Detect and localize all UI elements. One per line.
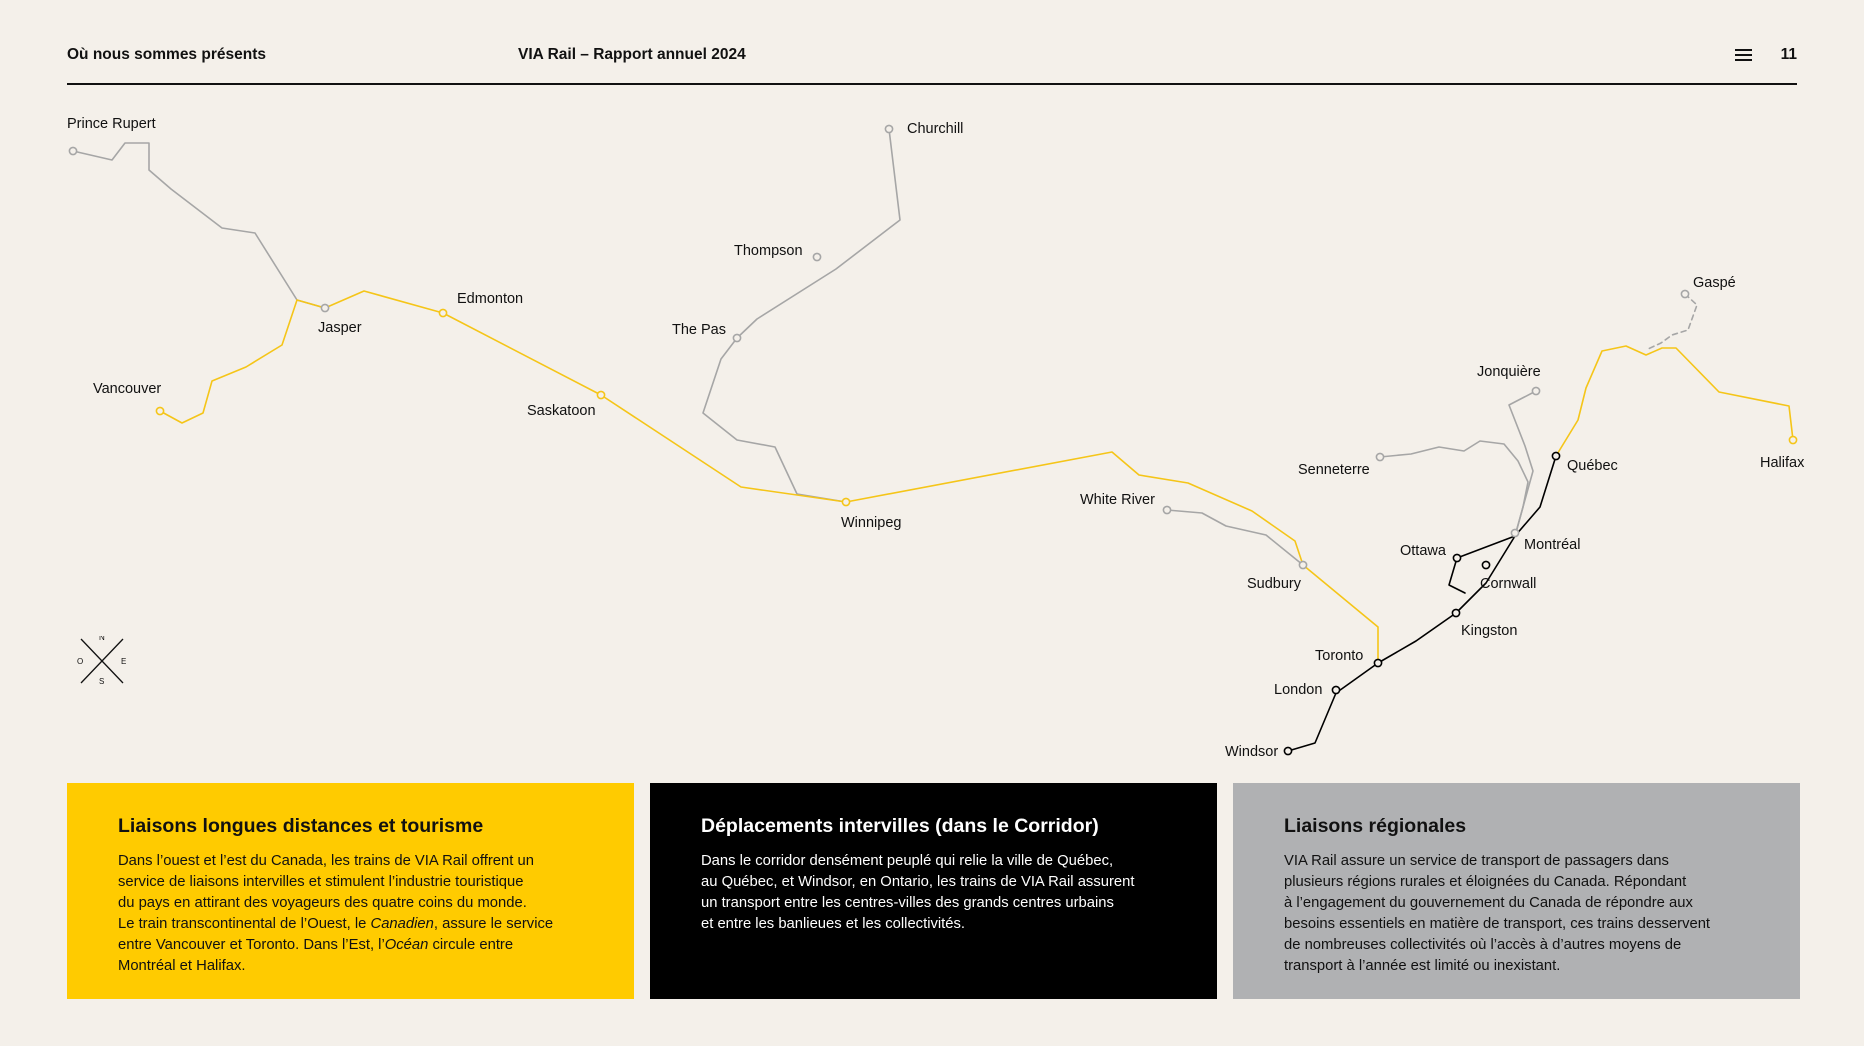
station-dot-edmonton[interactable] <box>439 309 446 316</box>
station-dot-jonquiere[interactable] <box>1532 387 1539 394</box>
long-distance-title: Liaisons longues distances et tourisme <box>118 815 484 837</box>
regional-text: VIA Rail assure un service de transport de passagers dans plusieurs régions rurales et éloignées du Canada. Répondant à l’engagement du gouvernement du Canada de répondre aux besoins essentiels en matière de transport, ces trains desservent de nombreuses collectivités où l’accès à d’autres moyens de transport à l’année est limité ou inexistant. <box>1284 853 1711 974</box>
corridor-box <box>650 783 1217 999</box>
station-dot-gaspe[interactable] <box>1681 290 1688 297</box>
station-dot-winnipeg[interactable] <box>842 498 849 505</box>
label-saskatoon: Saskatoon <box>527 403 596 419</box>
city-labels <box>67 116 1805 760</box>
label-toronto: Toronto <box>1315 648 1364 664</box>
compass-north: N <box>99 636 105 642</box>
regional-routes <box>73 129 1697 565</box>
station-dot-jasper[interactable] <box>321 304 328 311</box>
station-dot-halifax[interactable] <box>1789 436 1796 443</box>
station-dot-windsor[interactable] <box>1284 747 1291 754</box>
compass-south: S <box>99 677 105 686</box>
route-sudbury-white-river <box>1167 510 1303 565</box>
route-ottawa-kingston <box>1449 558 1465 593</box>
station-dot-churchill[interactable] <box>885 125 892 132</box>
route-windsor-quebec <box>1288 456 1556 751</box>
label-sudbury: Sudbury <box>1247 576 1302 592</box>
train-name-canadien: Canadien <box>370 916 434 932</box>
station-dot-london[interactable] <box>1332 686 1339 693</box>
route-canadien <box>160 291 1378 663</box>
label-montreal: Montréal <box>1524 537 1581 553</box>
label-ottawa: Ottawa <box>1400 543 1446 559</box>
label-cornwall: Cornwall <box>1480 576 1537 592</box>
train-name-ocean: Océan <box>384 937 429 953</box>
station-dot-prince-rupert[interactable] <box>69 147 76 154</box>
long-distance-routes <box>160 291 1793 663</box>
label-kingston: Kingston <box>1461 623 1518 639</box>
station-dot-ottawa[interactable] <box>1453 554 1460 561</box>
label-gaspe: Gaspé <box>1693 275 1736 291</box>
label-the-pas: The Pas <box>672 322 726 338</box>
station-dot-the-pas[interactable] <box>733 334 740 341</box>
station-dot-saskatoon[interactable] <box>597 391 604 398</box>
compass-west: O <box>77 657 84 666</box>
stations <box>69 125 1796 754</box>
long-distance-box <box>67 783 634 999</box>
corridor-title: Déplacements intervilles (dans le Corridor) <box>701 815 1099 837</box>
compass-east: E <box>121 657 127 666</box>
label-halifax: Halifax <box>1760 455 1805 471</box>
station-dot-sudbury[interactable] <box>1299 561 1306 568</box>
page-number: 11 <box>1780 46 1797 63</box>
station-dot-kingston[interactable] <box>1452 609 1459 616</box>
corridor-routes <box>1288 456 1556 751</box>
report-title: VIA Rail – Rapport annuel 2024 <box>518 46 746 63</box>
regional-title: Liaisons régionales <box>1284 815 1467 837</box>
label-london: London <box>1274 682 1323 698</box>
station-dot-thompson[interactable] <box>813 253 820 260</box>
label-jasper: Jasper <box>318 320 362 336</box>
station-dot-senneterre[interactable] <box>1376 453 1383 460</box>
route-prince-rupert-jasper <box>73 143 325 308</box>
route-ocean <box>1556 346 1793 456</box>
compass-rose-icon <box>77 636 127 686</box>
long-distance-text: Dans l’ouest et l’est du Canada, les trains de VIA Rail offrent un service de liaisons intervilles et stimulent l’industrie touristique du pays en attirant des voyageurs des quatre coins du monde. Le train transcontinental de l’Ouest, le Canadien, assure le service entre Vancouver et Toronto. Dans l’Est, l’Océan circule entre Montréal et Halifax. <box>118 853 554 974</box>
label-senneterre: Senneterre <box>1298 462 1370 478</box>
label-prince-rupert: Prince Rupert <box>67 116 156 132</box>
station-dot-white-river[interactable] <box>1163 506 1170 513</box>
route-montreal-senneterre <box>1380 441 1528 536</box>
label-winnipeg: Winnipeg <box>841 515 902 531</box>
route-gaspe-segment <box>1648 294 1697 349</box>
label-thompson: Thompson <box>734 243 803 259</box>
station-dot-montreal[interactable] <box>1511 529 1518 536</box>
label-vancouver: Vancouver <box>93 381 162 397</box>
label-windsor: Windsor <box>1225 744 1279 760</box>
regional-box <box>1233 783 1800 999</box>
station-dot-vancouver[interactable] <box>156 407 163 414</box>
label-jonquiere: Jonquière <box>1477 364 1541 380</box>
station-dot-quebec[interactable] <box>1552 452 1559 459</box>
route-montreal-jonquiere <box>1509 391 1536 536</box>
route-winnipeg-churchill <box>703 129 900 502</box>
station-dot-toronto[interactable] <box>1374 659 1381 666</box>
section-title: Où nous sommes présents <box>67 46 266 63</box>
label-churchill: Churchill <box>907 121 964 137</box>
label-quebec: Québec <box>1567 458 1618 474</box>
label-white-river: White River <box>1080 492 1155 508</box>
station-dot-cornwall[interactable] <box>1482 561 1489 568</box>
label-edmonton: Edmonton <box>457 291 524 307</box>
route-ottawa-montreal <box>1457 536 1515 558</box>
corridor-text: Dans le corridor densément peuplé qui relie la ville de Québec, au Québec, et Windsor, en Ontario, les trains de VIA Rail assurent un transport entre les centres-villes des grands centres urbains et entre les banlieues et les collectivités. <box>701 853 1135 932</box>
